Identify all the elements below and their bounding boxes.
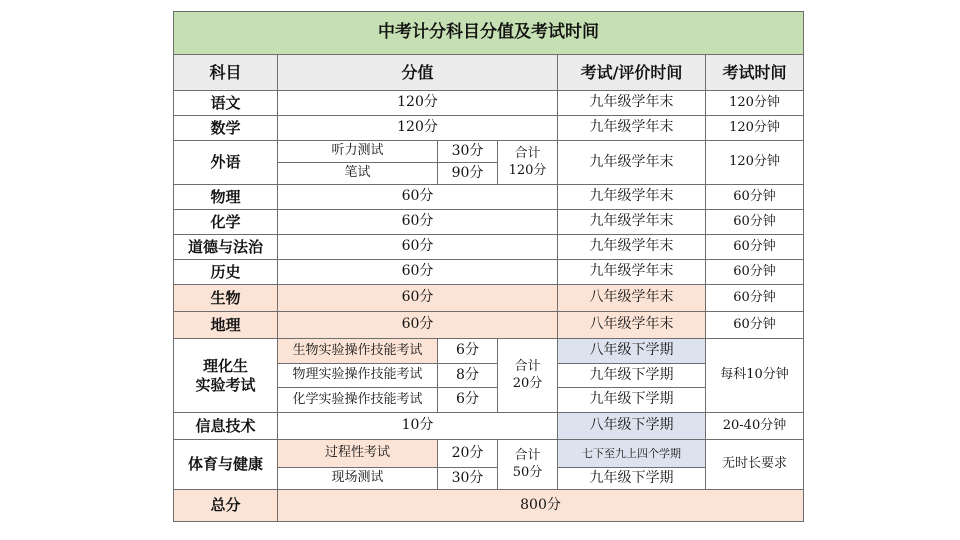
header-exam-period: 考试/评价时间	[558, 55, 706, 91]
exam-table-document	[173, 11, 804, 522]
subject-cell: 地理	[174, 312, 278, 339]
subtotal-cell: 合计 50分	[498, 440, 558, 490]
period-cell: 八年级下学期	[558, 413, 706, 440]
subject-cell: 体育与健康	[174, 440, 278, 490]
subject-cell: 道德与法治	[174, 235, 278, 260]
part-score-cell: 6分	[438, 388, 498, 413]
table-row	[174, 285, 804, 312]
score-cell: 60分	[278, 285, 558, 312]
period-cell: 九年级学年末	[558, 210, 706, 235]
period-cell: 九年级学年末	[558, 185, 706, 210]
duration-cell: 120分钟	[706, 141, 804, 185]
duration-cell: 20-40分钟	[706, 413, 804, 440]
period-cell: 九年级下学期	[558, 468, 706, 490]
total-row	[174, 490, 804, 522]
subject-cell: 外语	[174, 141, 278, 185]
part-score-cell: 20分	[438, 440, 498, 468]
score-cell: 120分	[278, 116, 558, 141]
period-cell: 七下至九上四个学期	[558, 440, 706, 468]
subject-cell: 化学	[174, 210, 278, 235]
part-name-cell: 过程性考试	[278, 440, 438, 468]
subject-cell: 信息技术	[174, 413, 278, 440]
duration-cell: 60分钟	[706, 235, 804, 260]
score-cell: 10分	[278, 413, 558, 440]
part-score-cell: 90分	[438, 163, 498, 185]
duration-cell: 60分钟	[706, 260, 804, 285]
table-row	[174, 235, 804, 260]
score-cell: 120分	[278, 91, 558, 116]
table-row	[174, 260, 804, 285]
period-cell: 九年级学年末	[558, 91, 706, 116]
subject-cell: 历史	[174, 260, 278, 285]
part-name-cell: 物理实验操作技能考试	[278, 364, 438, 388]
table-row	[174, 141, 804, 163]
period-cell: 九年级下学期	[558, 364, 706, 388]
period-cell: 八年级学年末	[558, 312, 706, 339]
period-cell: 九年级下学期	[558, 388, 706, 413]
total-score-cell: 800分	[278, 490, 804, 522]
part-score-cell: 8分	[438, 364, 498, 388]
part-score-cell: 30分	[438, 468, 498, 490]
subject-cell: 数学	[174, 116, 278, 141]
table-row	[174, 413, 804, 440]
period-cell: 八年级下学期	[558, 339, 706, 364]
part-name-cell: 现场测试	[278, 468, 438, 490]
duration-cell: 120分钟	[706, 91, 804, 116]
table-row	[174, 185, 804, 210]
score-cell: 60分	[278, 312, 558, 339]
duration-cell: 60分钟	[706, 285, 804, 312]
subject-cell: 理化生 实验考试	[174, 339, 278, 413]
subtotal-cell: 合计 20分	[498, 339, 558, 413]
period-cell: 九年级学年末	[558, 235, 706, 260]
header-score: 分值	[278, 55, 558, 91]
total-label-cell: 总分	[174, 490, 278, 522]
period-cell: 九年级学年末	[558, 260, 706, 285]
title-row	[174, 12, 804, 55]
duration-cell: 120分钟	[706, 116, 804, 141]
period-cell: 九年级学年末	[558, 116, 706, 141]
subject-cell: 语文	[174, 91, 278, 116]
table-title: 中考计分科目分值及考试时间	[174, 12, 804, 55]
part-name-cell: 生物实验操作技能考试	[278, 339, 438, 364]
table-row	[174, 312, 804, 339]
table-row	[174, 91, 804, 116]
subject-cell: 物理	[174, 185, 278, 210]
score-cell: 60分	[278, 260, 558, 285]
duration-cell: 每科10分钟	[706, 339, 804, 413]
score-cell: 60分	[278, 185, 558, 210]
duration-cell: 60分钟	[706, 210, 804, 235]
table-row	[174, 440, 804, 468]
period-cell: 八年级学年末	[558, 285, 706, 312]
part-score-cell: 6分	[438, 339, 498, 364]
score-cell: 60分	[278, 235, 558, 260]
subject-cell: 生物	[174, 285, 278, 312]
period-cell: 九年级学年末	[558, 141, 706, 185]
table-row	[174, 339, 804, 364]
header-duration: 考试时间	[706, 55, 804, 91]
subtotal-cell: 合计 120分	[498, 141, 558, 185]
exam-score-table	[173, 11, 804, 522]
part-name-cell: 笔试	[278, 163, 438, 185]
table-row	[174, 116, 804, 141]
score-cell: 60分	[278, 210, 558, 235]
part-name-cell: 化学实验操作技能考试	[278, 388, 438, 413]
duration-cell: 60分钟	[706, 312, 804, 339]
header-subject: 科目	[174, 55, 278, 91]
table-row	[174, 210, 804, 235]
duration-cell: 无时长要求	[706, 440, 804, 490]
part-score-cell: 30分	[438, 141, 498, 163]
duration-cell: 60分钟	[706, 185, 804, 210]
header-row	[174, 55, 804, 91]
part-name-cell: 听力测试	[278, 141, 438, 163]
